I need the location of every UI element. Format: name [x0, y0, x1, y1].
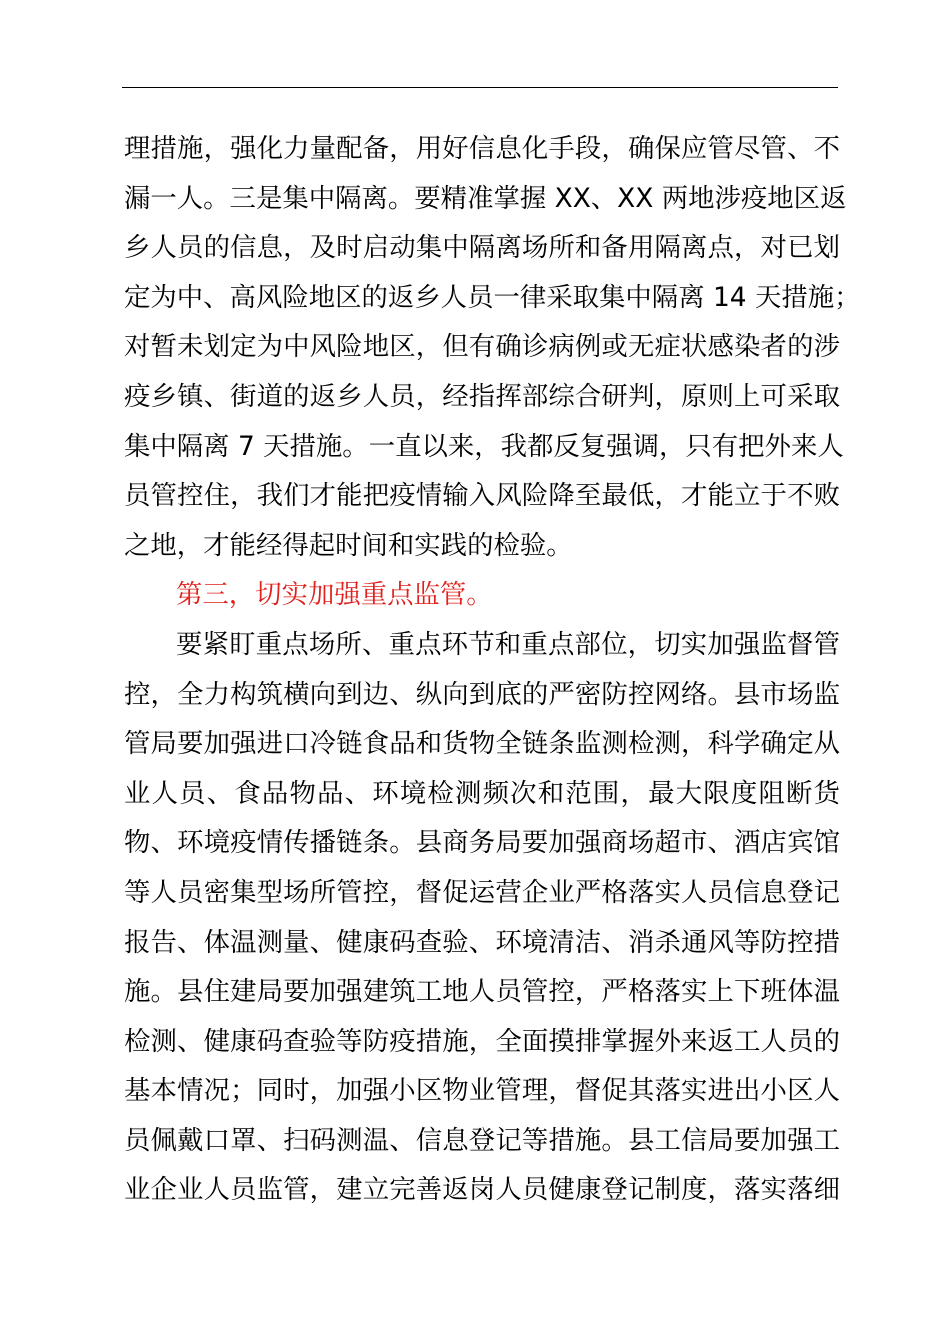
text-line: 理措施，强化力量配备，用好信息化手段，确保应管尽管、不 [124, 133, 840, 164]
text-line: 对暂未划定为中风险地区，但有确诊病例或无症状感染者的涉 [124, 331, 840, 363]
document-body [124, 124, 861, 1215]
paragraph-2 [124, 620, 840, 1215]
header-rule [122, 87, 838, 88]
text-line: 管局要加强进口冷链食品和货物全链条监测检测，科学确定从 [124, 728, 840, 760]
text-line: 要紧盯重点场所、重点环节和重点部位，切实加强监督管 [176, 628, 840, 660]
paragraph-1 [124, 124, 861, 570]
text-line: 疫乡镇、街道的返乡人员，经指挥部综合研判，原则上可采取 [124, 380, 840, 412]
text-line: 集中隔离 7 天措施。一直以来，我都反复强调，只有把外来人 [124, 430, 844, 462]
text-line: 乡人员的信息，及时启动集中隔离场所和备用隔离点，对已划 [124, 232, 840, 264]
text-line: 报告、体温测量、健康码查验、环境清洁、消杀通风等防控措 [124, 926, 840, 958]
text-line: 业企业人员监管，建立完善返岗人员健康登记制度，落实落细 [124, 1174, 840, 1206]
text-line: 控，全力构筑横向到边、纵向到底的严密防控网络。县市场监 [124, 678, 840, 710]
text-line: 业人员、食品物品、环境检测频次和范围，最大限度阻断货 [124, 777, 840, 809]
text-line: 员佩戴口罩、扫码测温、信息登记等措施。县工信局要加强工 [124, 1124, 840, 1156]
text-line: 漏一人。三是集中隔离。要精准掌握 XX、XX 两地涉疫地区返 [124, 182, 847, 214]
text-line: 员管控住，我们才能把疫情输入风险降至最低，才能立于不败 [124, 480, 840, 512]
text-line: 检测、健康码查验等防疫措施，全面摸排掌握外来返工人员的 [124, 1025, 840, 1057]
text-line: 定为中、高风险地区的返乡人员一律采取集中隔离 14 天措施； [124, 281, 861, 313]
section-heading: 第三，切实加强重点监管。 [176, 579, 493, 611]
text-line: 之地，才能经得起时间和实践的检验。 [124, 529, 573, 561]
text-line: 施。县住建局要加强建筑工地人员管控，严格落实上下班体温 [124, 976, 840, 1008]
text-line: 物、环境疫情传播链条。县商务局要加强商场超市、酒店宾馆 [124, 827, 840, 859]
text-line: 基本情况；同时，加强小区物业管理，督促其落实进出小区人 [124, 1075, 840, 1107]
text-line: 等人员密集型场所管控，督促运营企业严格落实人员信息登记 [124, 876, 840, 908]
